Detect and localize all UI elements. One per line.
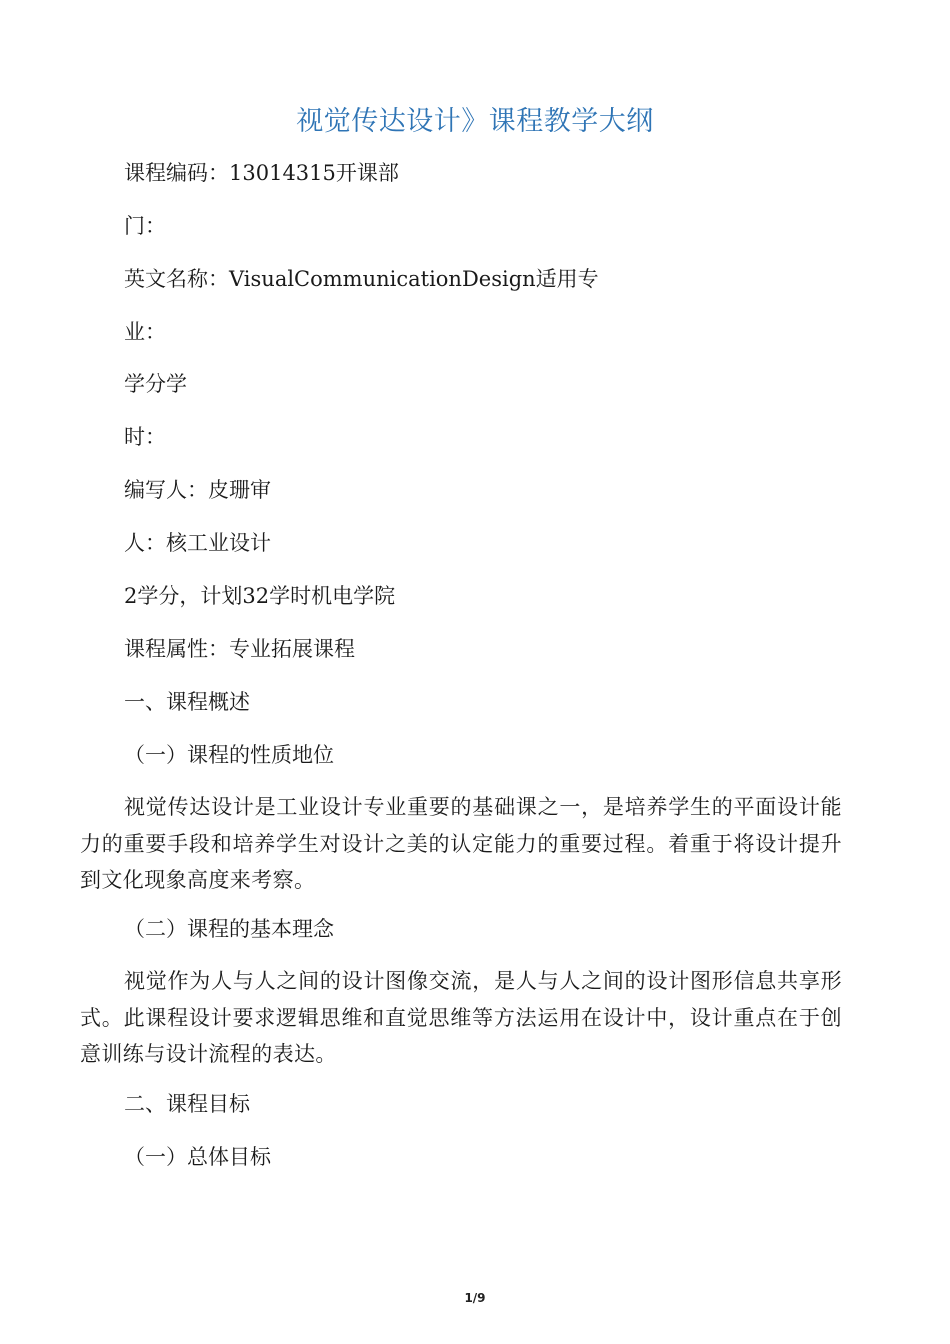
paragraph-concept: 视觉作为人与人之间的设计图像交流，是人与人之间的设计图形信息共享形式。此课程设计要求逻辑思维和直觉思维等方法运用在设计中，设计重点在于创意训练与设计流程的表达。 [80, 969, 842, 1066]
section-heading-overview: 一、课程概述 [124, 690, 250, 714]
course-code-line: 课程编码：13014315开课部 [124, 161, 399, 185]
credit-hours-line: 2学分，计划32学时机电学院 [124, 584, 396, 608]
department-line: 门： [124, 214, 166, 238]
subheading-overall-goals: （一）总体目标 [124, 1145, 271, 1169]
english-name-line: 英文名称：VisualCommunicationDesign适用专 [124, 267, 599, 291]
reviewer-line: 人：核工业设计 [124, 531, 271, 555]
section-heading-goals: 二、课程目标 [124, 1092, 250, 1116]
course-attribute-line: 课程属性：专业拓展课程 [124, 637, 355, 661]
major-line: 业： [124, 320, 166, 344]
subheading-concept: （二）课程的基本理念 [124, 917, 334, 941]
hours-line: 时： [124, 425, 166, 449]
document-title: 视觉传达设计》课程教学大纲 [296, 106, 654, 137]
page-number: 1/9 [464, 1291, 486, 1305]
author-line: 编写人：皮珊审 [124, 478, 271, 502]
paragraph-nature: 视觉传达设计是工业设计专业重要的基础课之一，是培养学生的平面设计能力的重要手段和培养学生对设计之美的认定能力的重要过程。着重于将设计提升到文化现象高度来考察。 [80, 795, 842, 892]
credits-line: 学分学 [124, 372, 187, 396]
subheading-nature: （一）课程的性质地位 [124, 743, 334, 767]
